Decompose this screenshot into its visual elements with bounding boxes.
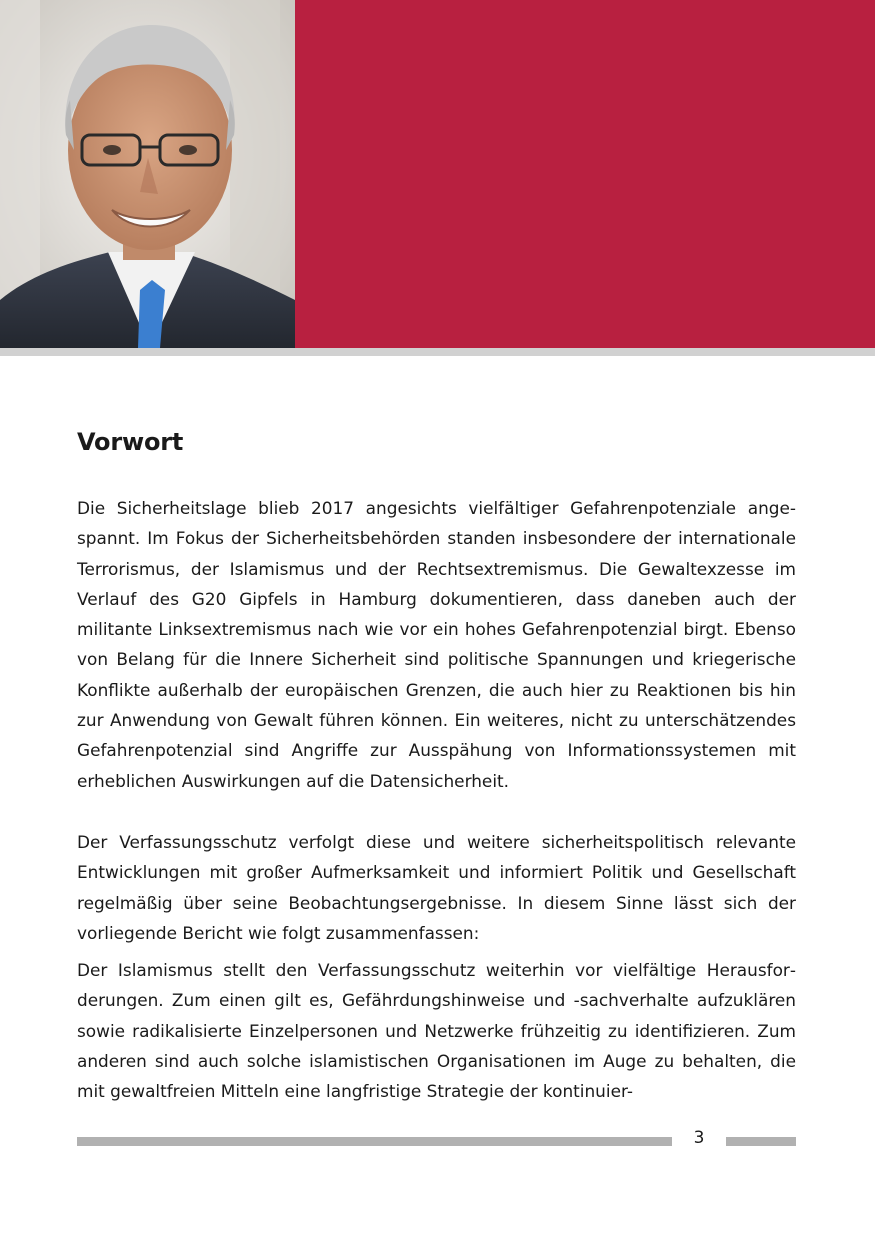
header-divider [0,348,875,356]
paragraph-2-container [77,827,796,948]
portrait-photo [0,0,295,348]
paragraph-3: Der Islamismus stellt den Verfassungsschutz weiterhin vor vielfältige Herausforderungen. Zum einen gilt es, Gefährdungshinweise und -sachverhalte aufzuklären sowie radikalisierte Einzelpersonen und Netzwerke frühzeitig zu identifizieren. Zum anderen sind auch solche islamistischen Organisationen im Auge zu behalten, die mit gewaltfreien Mitteln eine langfristige Strategie der kontinuier- [77,960,796,1102]
paragraph-1: Die Sicherheitslage blieb 2017 angesichts vielfältiger Gefahrenpotenziale angespannt. Im Fokus der Sicherheitsbehörden standen insbesondere der internationale Terrorismus, der Islamismus und der Rechtsextremismus. Die Gewaltexzesse im Verlauf des G20 Gipfels in Hamburg dokumentieren, dass daneben auch der militante Linksextremismus nach wie vor ein hohes Gefahrenpotenzial birgt. Ebenso von Belang für die Innere Sicherheit sind politische Spannungen und kriegerische Konflikte außerhalb der europäischen Grenzen, die auch hier zu Reaktionen bis hin zur Anwendung von Gewalt führen können. Ein weiteres, nicht zu unterschätzendes Gefahrenpotenzial sind Angriffe zur Ausspähung von Informationssystemen mit erheblichen Auswirkungen auf die Datensicherheit. [77,498,796,791]
page-number: 3 [693,1128,705,1148]
header-banner [0,0,875,348]
portrait-illustration [0,0,295,348]
paragraph-1-container [77,493,796,796]
footer-rule-left [77,1137,672,1146]
paragraph-3-container [77,955,796,1106]
footer-rule-right [726,1137,796,1146]
paragraph-2: Der Verfassungsschutz verfolgt diese und weitere sicherheitspolitisch relevante Entwicklungen mit großer Aufmerksamkeit und informiert Politik und Gesellschaft regelmäßig über seine Beobachtungsergebnisse. In diesem Sinne lässt sich der vorliegende Bericht wie folgt zusammenfassen: [77,832,796,943]
page-title: Vorwort [77,428,184,456]
accent-panel [295,0,875,348]
